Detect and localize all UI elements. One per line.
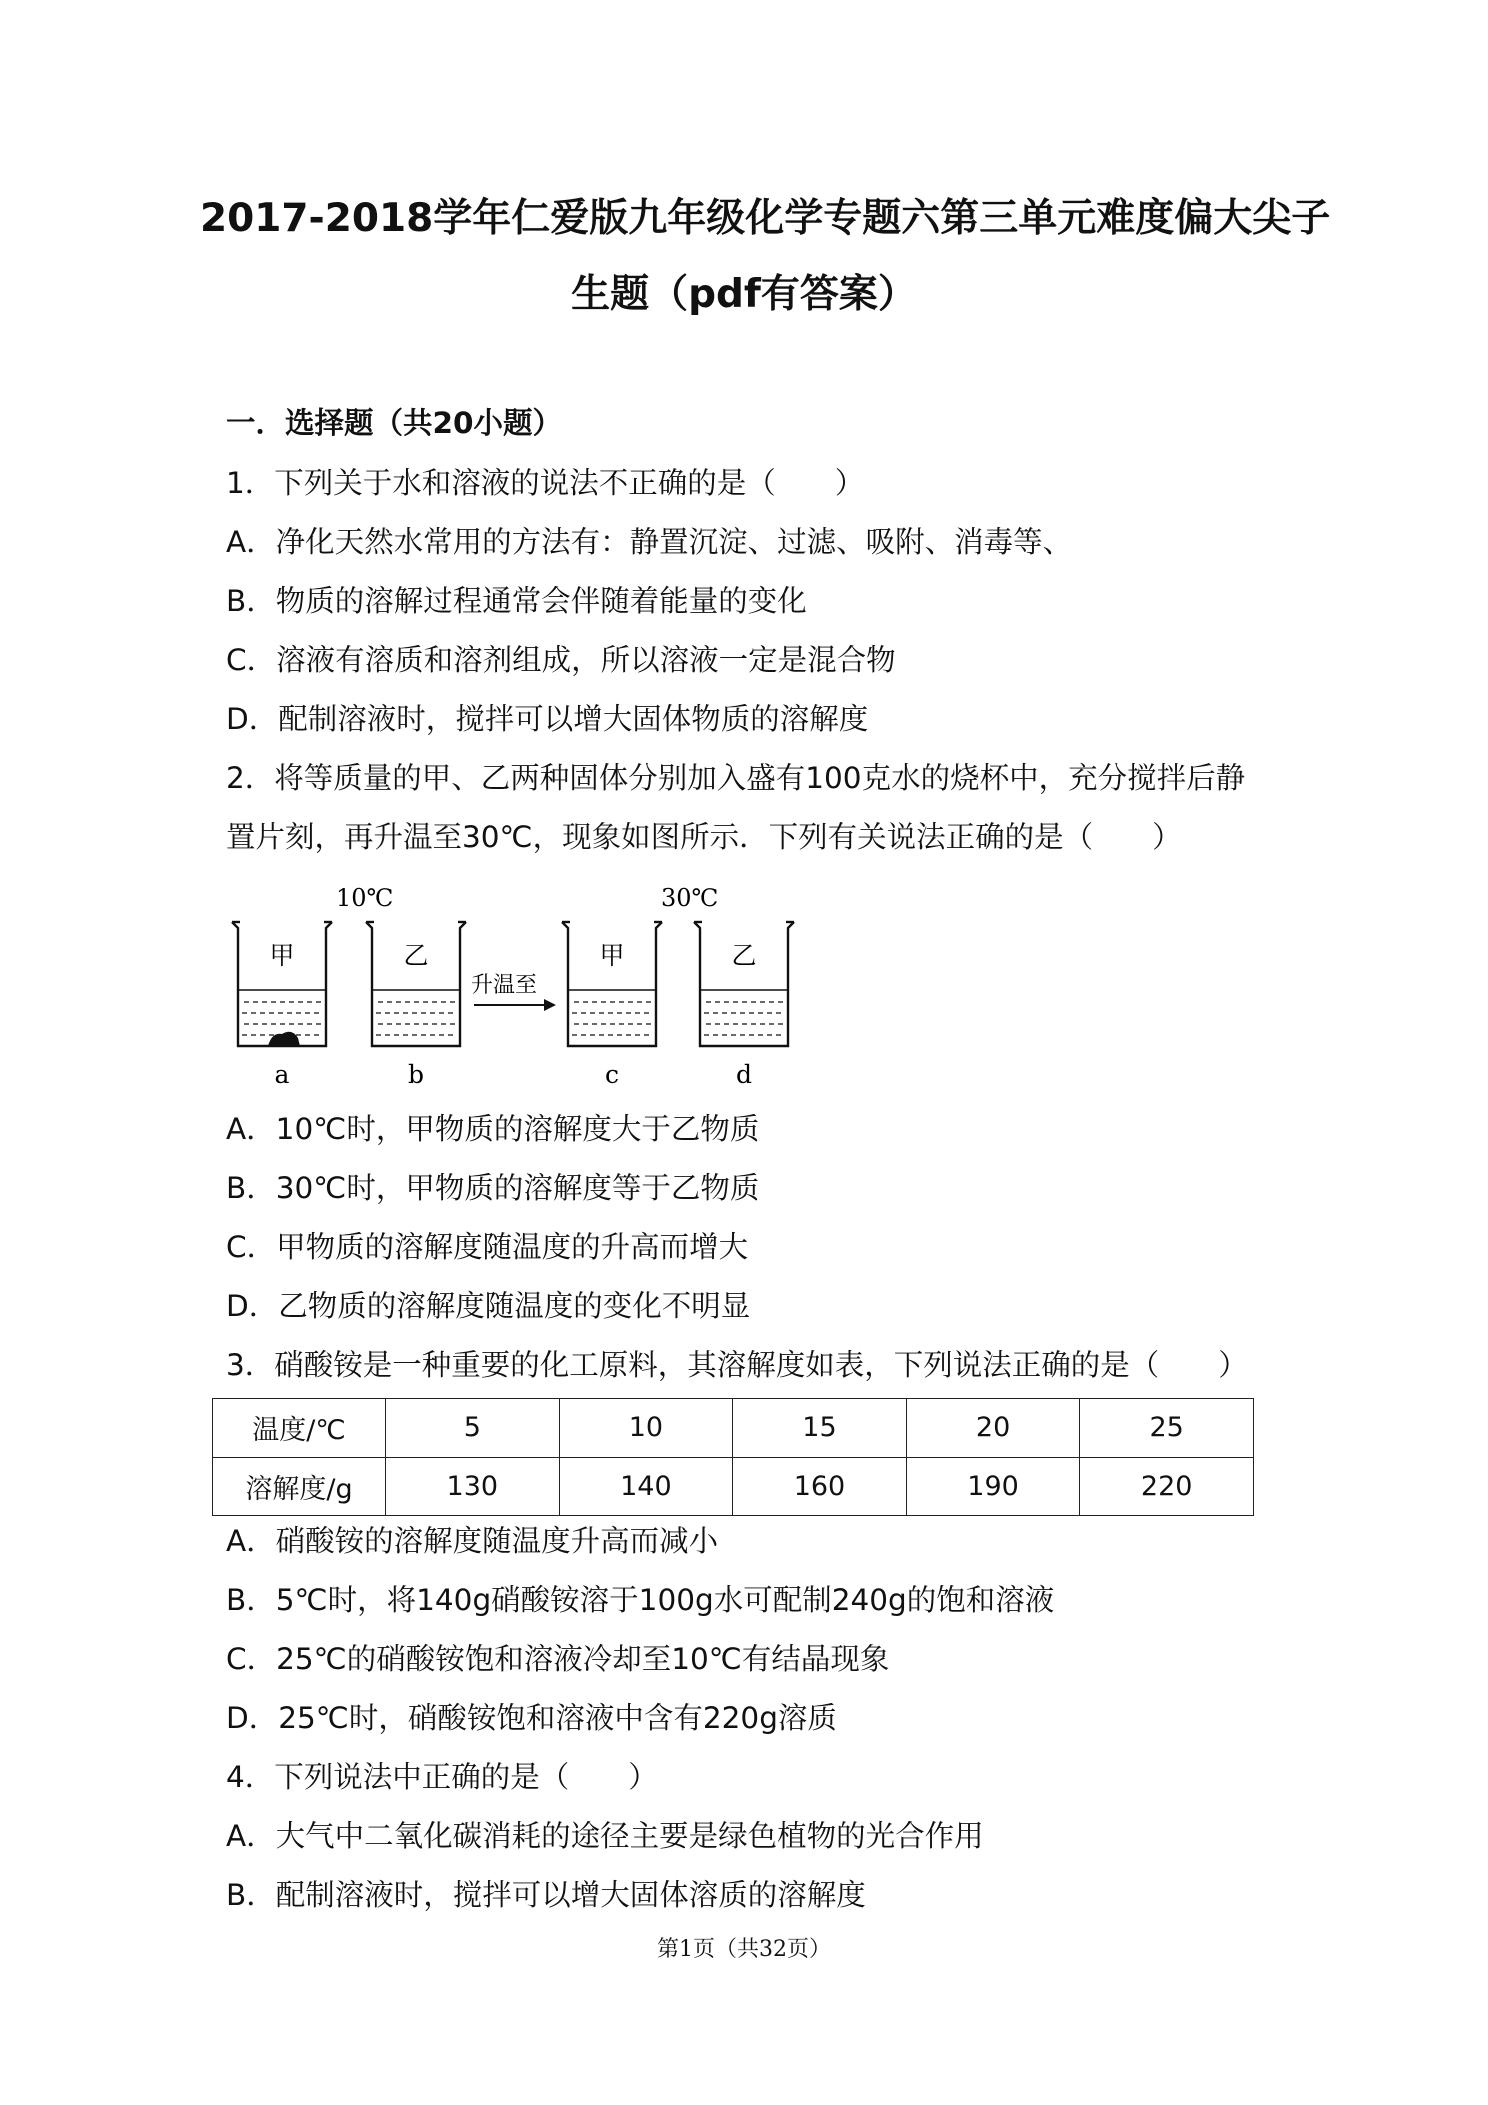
q2-stem-line-2: 置片刻，再升温至30℃，现象如图所示．下列有关说法正确的是（ ）	[226, 820, 1182, 854]
table-cell: 15	[733, 1399, 907, 1458]
document-title-line-1: 2017-2018学年仁爱版九年级化学专题六第三单元难度偏大尖子	[200, 196, 1331, 241]
table-header-solubility: 溶解度/g	[213, 1457, 386, 1516]
q3-stem: 3．硝酸铵是一种重要的化工原料，其溶解度如表，下列说法正确的是（ ）	[226, 1348, 1248, 1382]
q1-option-a: A．净化天然水常用的方法有：静置沉淀、过滤、吸附、消毒等、	[226, 525, 1073, 559]
q1-stem: 1．下列关于水和溶液的说法不正确的是（ ）	[226, 466, 865, 500]
page-footer: 第1页（共32页）	[657, 1937, 831, 1962]
q2-option-d: D．乙物质的溶解度随温度的变化不明显	[226, 1289, 751, 1323]
table-row-solubility	[213, 1457, 1254, 1516]
arrow-label: 升温至	[470, 973, 538, 998]
q3-option-a: A．硝酸铵的溶解度随温度升高而减小	[226, 1524, 719, 1558]
section-heading: 一．选择题（共20小题）	[226, 406, 563, 440]
beaker-b	[366, 922, 466, 1089]
temperature-label-10c: 10℃	[336, 884, 394, 912]
beaker-c-caption: c	[604, 1060, 620, 1089]
q1-option-b: B．物质的溶解过程通常会伴随着能量的变化	[226, 584, 807, 618]
beaker-a-label: 甲	[269, 941, 295, 970]
beaker-d-caption: d	[735, 1060, 753, 1089]
beaker-figure	[226, 878, 826, 1090]
table-cell: 130	[386, 1457, 560, 1516]
temperature-label-30c: 30℃	[661, 884, 719, 912]
beaker-c	[562, 922, 662, 1089]
q3-option-b: B．5℃时，将140g硝酸铵溶于100g水可配制240g的饱和溶液	[226, 1583, 1055, 1617]
table-cell: 20	[906, 1399, 1080, 1458]
q4-stem: 4．下列说法中正确的是（ ）	[226, 1760, 658, 1794]
q2-option-c: C．甲物质的溶解度随温度的升高而增大	[226, 1230, 749, 1264]
beaker-d	[694, 922, 794, 1089]
q2-stem-line-1: 2．将等质量的甲、乙两种固体分别加入盛有100克水的烧杯中，充分搅拌后静	[226, 761, 1246, 795]
q4-option-a: A．大气中二氧化碳消耗的途径主要是绿色植物的光合作用	[226, 1819, 984, 1853]
undissolved-solid	[268, 1032, 300, 1046]
table-cell: 190	[906, 1457, 1080, 1516]
beaker-a	[232, 922, 332, 1089]
beaker-b-label: 乙	[403, 941, 429, 970]
table-cell: 220	[1080, 1457, 1254, 1516]
solubility-table	[212, 1398, 1254, 1516]
q1-option-d: D．配制溶液时，搅拌可以增大固体物质的溶解度	[226, 702, 869, 736]
q2-option-a: A．10℃时，甲物质的溶解度大于乙物质	[226, 1112, 760, 1146]
table-cell: 5	[386, 1399, 560, 1458]
table-cell: 10	[559, 1399, 733, 1458]
document-title-line-2: 生题（pdf有答案）	[571, 272, 917, 317]
beaker-d-label: 乙	[731, 941, 757, 970]
q4-option-b: B．配制溶液时，搅拌可以增大固体溶质的溶解度	[226, 1878, 866, 1912]
table-cell: 25	[1080, 1399, 1254, 1458]
beaker-b-caption: b	[407, 1060, 425, 1089]
table-header-temperature: 温度/℃	[213, 1399, 386, 1458]
q2-option-b: B．30℃时，甲物质的溶解度等于乙物质	[226, 1171, 760, 1205]
beaker-a-caption: a	[274, 1060, 290, 1089]
heating-arrow	[471, 973, 556, 1011]
q3-option-c: C．25℃的硝酸铵饱和溶液冷却至10℃有结晶现象	[226, 1642, 890, 1676]
beaker-c-label: 甲	[599, 941, 625, 970]
table-cell: 140	[559, 1457, 733, 1516]
q1-option-c: C．溶液有溶质和溶剂组成，所以溶液一定是混合物	[226, 643, 896, 677]
q3-option-d: D．25℃时，硝酸铵饱和溶液中含有220g溶质	[226, 1701, 837, 1735]
table-row-temperature	[213, 1399, 1254, 1458]
table-cell: 160	[733, 1457, 907, 1516]
